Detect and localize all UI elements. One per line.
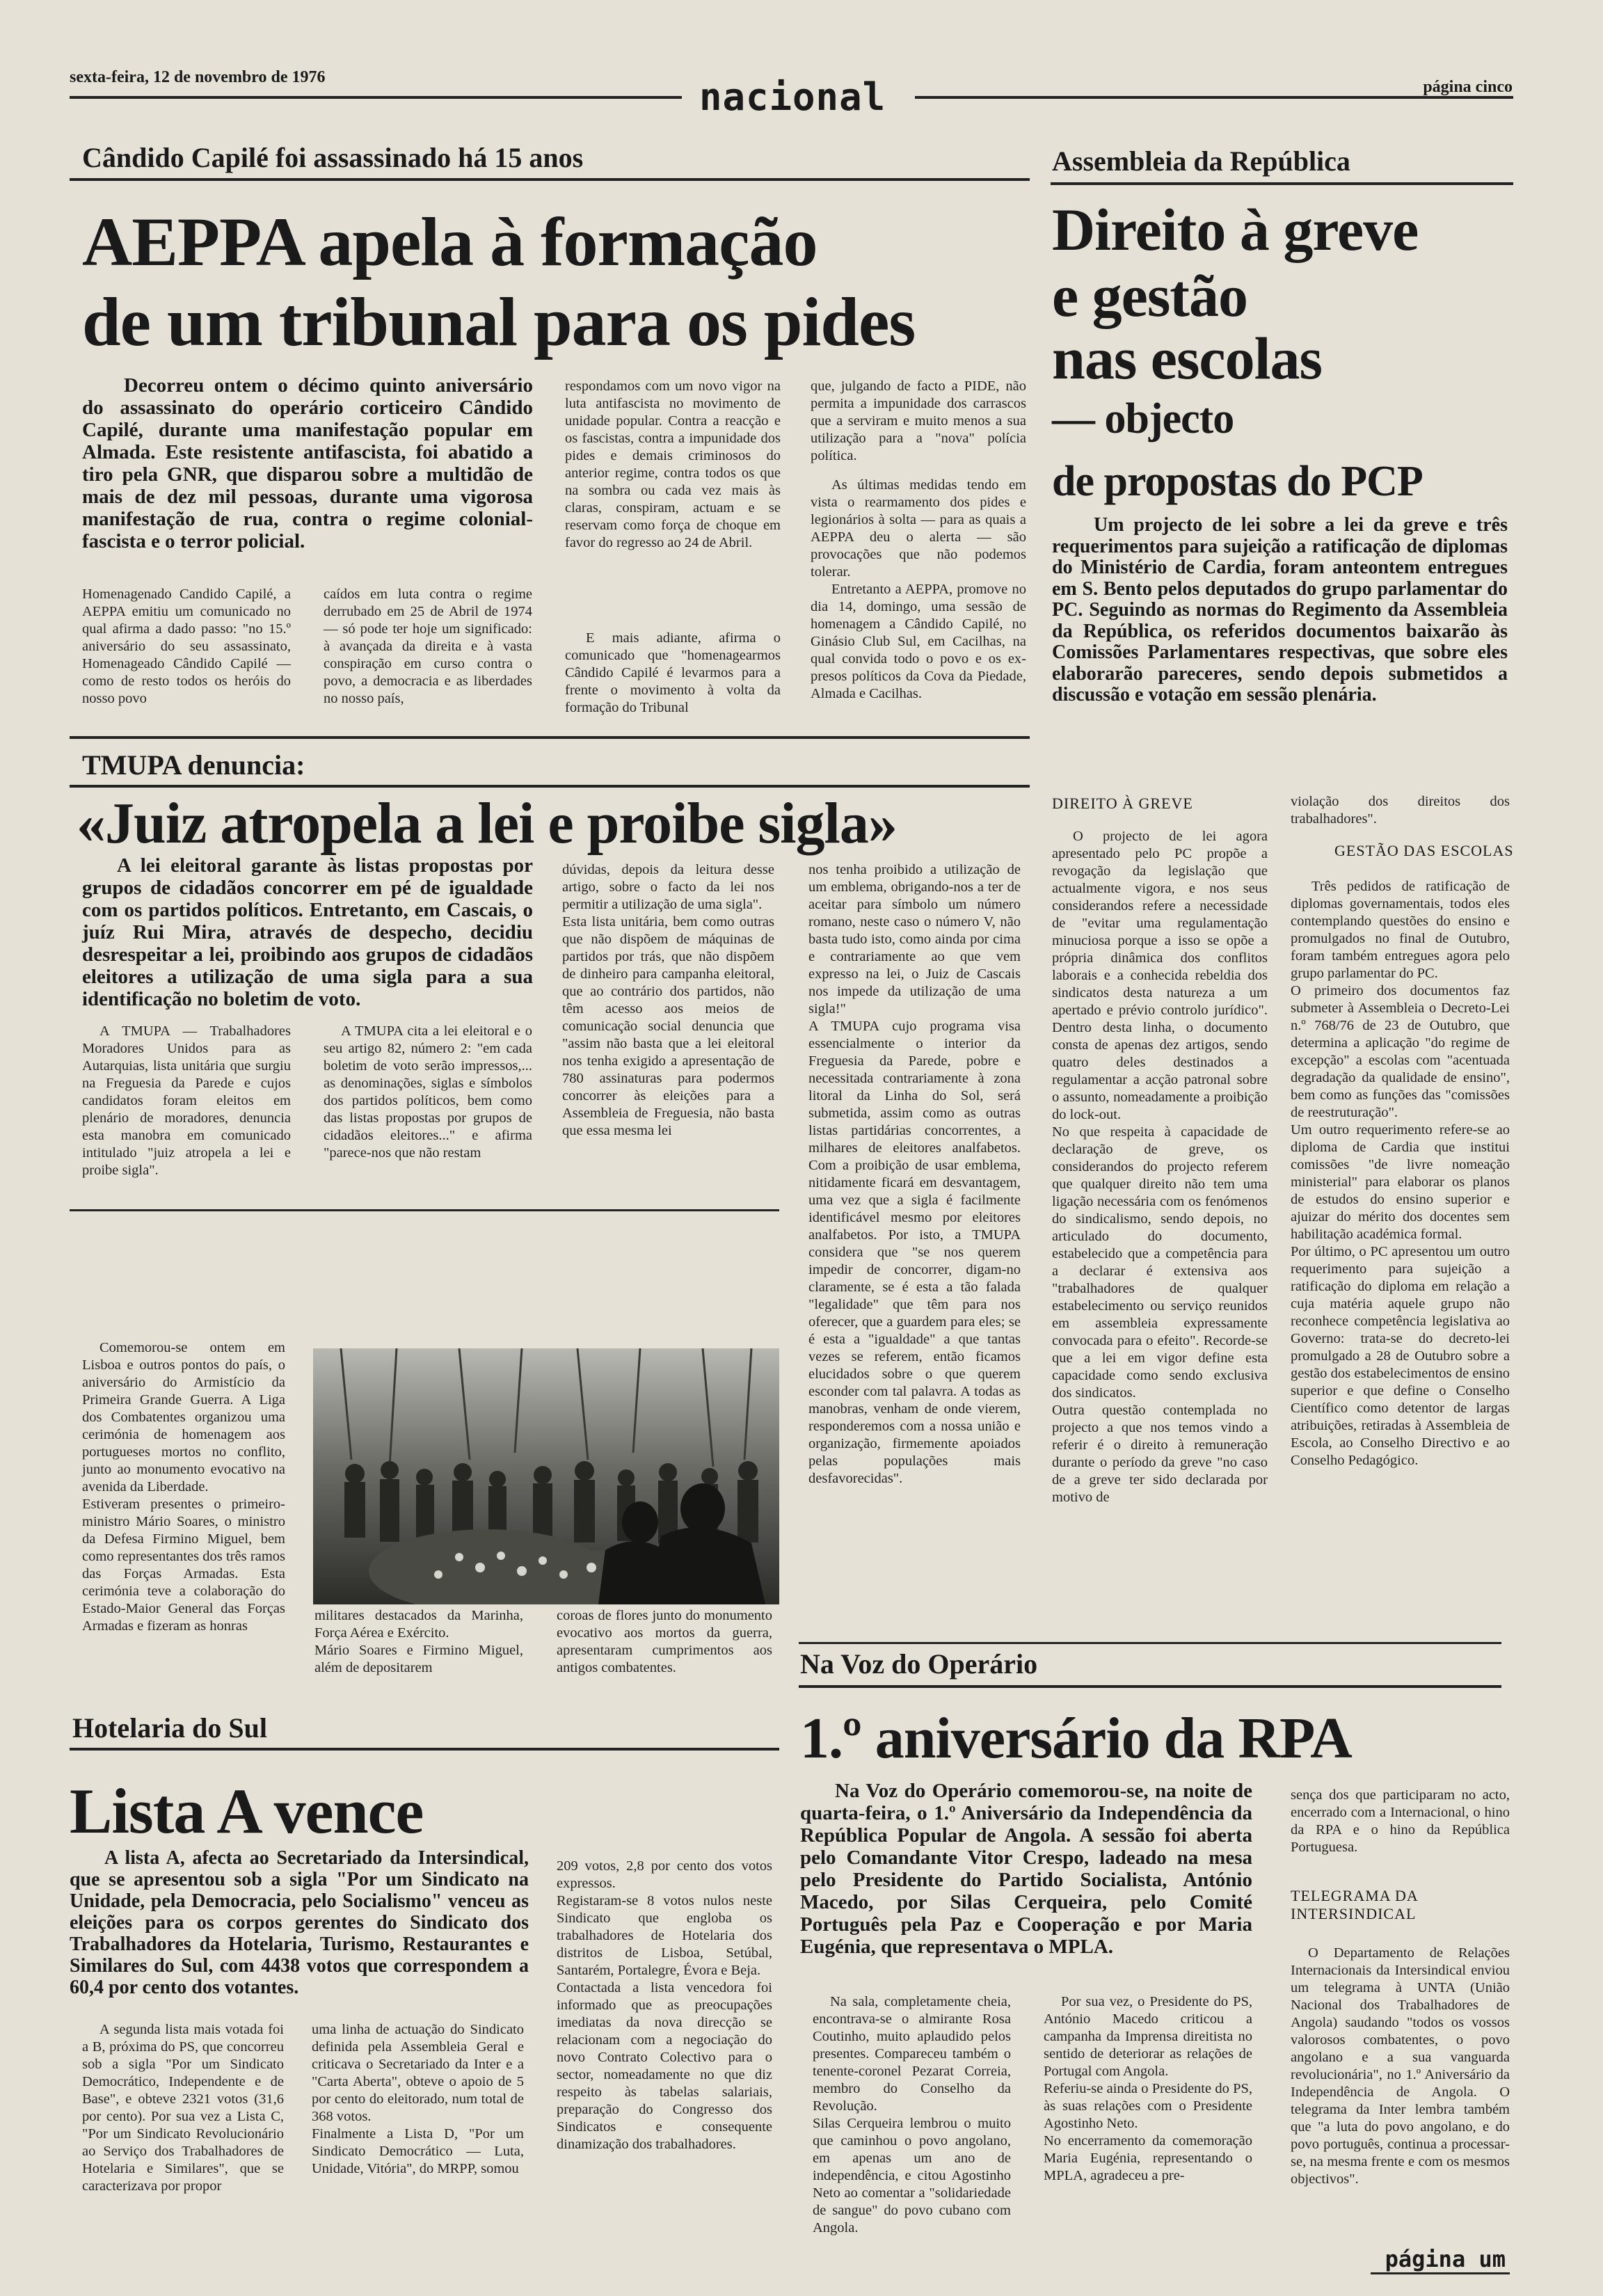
capile-col4a: que, julgando de facto a PIDE, não permita a impunidade dos carrascos que a serviram e muito menos a sua utilização para a "nova" polícia política. xyxy=(811,378,1026,463)
ceremony-photo xyxy=(313,1348,779,1604)
tmupa-kicker: TMUPA denuncia: xyxy=(82,749,305,781)
greve-title-line5: de propostas do PCP xyxy=(1052,458,1423,505)
rpa-col3b: O Departamento de Relações Internacionais da Intersindical enviou um telegrama à UNTA (União Nacional dos Trabalhadores de Angola) saudando "todos os vossos valorosos combatentes, o povo angolano e a sua vanguarda revolucionária", no 1.º Aniversário da Independência de Angola. O telegrama da Inter lembra também que "a luta do povo angolano, e do povo português, continua a processar-se, na mesma frente e com os mesmos objectivos". xyxy=(1291,1945,1510,2187)
hotelaria-kicker-rule xyxy=(70,1748,779,1751)
tmupa-divider xyxy=(70,1209,779,1211)
masthead-page-label: página cinco xyxy=(1423,78,1513,96)
armisticio-col1: Comemorou-se ontem em Lisboa e outros pontos do país, o aniversário do Armistício da Primeira Grande Guerra. A Liga dos Combatentes organizou uma cerimónia de homenagem aos portugueses mortos no conflito, junto ao monumento evocativo na avenida da Liberdade. Estiveram presentes o primeiro-ministro Mário Soares, o ministro da Defesa Firmino Miguel, bem como representantes dos três ramos das Forças Armadas. Esta cerimónia teve a colaboração do Estado-Maior General das Forças Armadas e fizeram as honras xyxy=(82,1340,285,1634)
hotelaria-kicker: Hotelaria do Sul xyxy=(72,1712,268,1744)
capile-lead: Decorreu ontem o décimo quinto aniversário do assassinato do operário corticeiro Cândido Capilé, durante uma manifestação popular em Almada. Este resistente antifascista, foi abatido a tiro pela GNR, que disparou sobre a multidão de mais de dez mil pessoas, durante uma vigorosa manifestação de rua, contra o regime colonial-fascista e o terror policial. xyxy=(82,374,533,552)
capile-col3b: E mais adiante, afirma o comunicado que "homenagearmos Cândido Capilé é levarmos para a frente o movimento à volta da formação do Tribunal xyxy=(565,630,781,715)
capile-title-line2: de um tribunal para os pides xyxy=(82,283,916,360)
rpa-title: 1.º aniversário da RPA xyxy=(800,1706,1352,1771)
hotelaria-col3: 209 votos, 2,8 por cento dos votos expressos. Registaram-se 8 votos nulos neste Sindicato que engloba os trabalhadores de Hotelaria dos distritos de Lisboa, Setúbal, Santarém, Portalegre, Évora e Beja. Contactada a lista vencedora foi informado que as preocupações imediatas da nova direcção se relacionam com a negociação do novo Contrato Colectivo para o sector, nomeadamente no que diz respeito às tabelas salariais, preparação do Congresso dos Sindicatos e consequente dinamização dos trabalhadores. xyxy=(557,1858,772,2152)
greve-sub-escolas: GESTÃO DAS ESCOLAS xyxy=(1334,842,1514,859)
rpa-kicker-rule xyxy=(799,1685,1501,1688)
greve-sub-direito: DIREITO À GREVE xyxy=(1052,795,1193,812)
rpa-col1: Na sala, completamente cheia, encontrava-se o almirante Rosa Coutinho, muito aplaudido pelos presentes. Compareceu também o tenente-coronel Pezarat Correia, membro do Conselho da Revolução. Silas Cerqueira lembrou o muito que caminhou o povo angolano, em apenas um ano de independência, e citou Agostinho Neto ao comentar a "solidariedade de sangue" do povo cubano com Angola. xyxy=(813,1994,1011,2235)
capile-bottom-rule xyxy=(70,736,1030,739)
masthead-date: sexta-feira, 12 de novembro de 1976 xyxy=(70,68,326,86)
rpa-kicker: Na Voz do Operário xyxy=(800,1648,1038,1680)
greve-col2b: Três pedidos de ratificação de diplomas governamentais, todos eles contemplando questões do ensino e promulgados no final de Outubro, foram também entregues agora pelo grupo parlamentar do PC. O primeiro dos documentos faz submeter à Assembleia o Decreto-Lei n.º 768/76 de 23 de Outubro, que determina a aplicação "do regime de excepção" a escolas com "acentuada degradação da qualidade de ensino", bem como as funções das "comissões de reestruturação". Um outro requerimento refere-se ao diploma de Cardia que institui comissões "de livre nomeação ministerial" para elaborar os planos de estudos do ensino superior e ajuizar do mérito dos docentes sem habilitação académica formal. Por último, o PC apresentou um outro requerimento para sujeição a ratificação do diploma em relação a cuja matéria aquele grupo não reconhece competência legislativa ao Governo: trata-se do decreto-lei promulgado a 28 de Outubro sobre a gestão dos estabelecimentos de ensino superior e que define o Conselho Científico como detentor de largas atribuições, retiradas à Assembleia de Escola, ao Conselho Directivo e ao Conselho Pedagógico. xyxy=(1291,879,1510,1468)
footer-rule xyxy=(1371,2272,1510,2274)
greve-kicker: Assembleia da República xyxy=(1052,145,1350,177)
hotelaria-lead: A lista A, afecta ao Secretariado da Intersindical, que se apresentou sob a sigla "Por um Sindicato na Unidade, pela Democracia, pelo Socialismo" venceu as eleições para os corpos gerentes do Sindicato dos Trabalhadores da Hotelaria, Turismo, Restaurantes e Similares do Sul, com 4438 votos que correspondem a 60,4 por cento dos votantes. xyxy=(70,1847,529,1998)
tmupa-lead: A lei eleitoral garante às listas propostas por grupos de cidadãos concorrer em pé de igualdade com os partidos políticos. Entretanto, em Cascais, o juíz Rui Mira, através de despecho, decidiu desrespeitar a lei, proibindo aos grupos de cidadãos eleitores a utilização de uma sigla para a sua identificação no boletim de voto. xyxy=(82,854,533,1010)
masthead-rule-left xyxy=(70,96,682,99)
tmupa-title: «Juiz atropela a lei e proibe sigla» xyxy=(77,791,897,856)
hotelaria-col2: uma linha de actuação do Sindicato definida pela Assembleia Geral e criticava o Secretariado da Inter e a "Carta Aberta", obteve o apoio de 5 por cento do eleitorado, num total de 368 votos. Finalmente a Lista D, "Por um Sindicato Democrático — Luta, Unidade, Vitória", do MRPP, somou xyxy=(312,2022,524,2176)
rpa-col3a: sença dos que participaram no acto, encerrado com a Internacional, o hino da RPA e o hino da República Portuguesa. xyxy=(1291,1787,1510,1855)
tmupa-col2: A TMUPA cita a lei eleitoral e o seu artigo 82, número 2: "em cada boletim de voto serão impressos,... as denominações, siglas e símbolos dos partidos políticos, bem como das listas propostas por grupos de cidadãos eleitores..." e afirma "parece-nos que não restam xyxy=(324,1023,532,1161)
capile-col3a: respondamos com um novo vigor na luta antifascista no movimento de unidade popular. Contra a reacção e os fascistas, contra a impunidade dos pides e demais criminosos do anterior regime, contra todos os que na sombra ou cada vez mais às claras, conspiram, actuam e se reservam como força de choque em favor do regresso ao 24 de Abril. xyxy=(565,378,781,550)
greve-title-line2: e gestão xyxy=(1052,262,1247,329)
greve-title-line4: — objecto xyxy=(1052,395,1234,443)
greve-kicker-rule xyxy=(1051,182,1513,185)
tmupa-kicker-rule xyxy=(70,785,1030,788)
capile-kicker: Cândido Capilé foi assassinado há 15 anos xyxy=(82,142,584,173)
footer-page-label: página um xyxy=(1385,2246,1506,2272)
greve-title-line3: nas escolas xyxy=(1052,325,1322,392)
capile-col1: Homenagenado Candido Capilé, a AEPPA emitiu um comunicado no qual afirma a dado passo: "no 15.º aniversário do seu assassinato, Homenageado Cândido Capilé — como de resto todos os heróis do nosso povo xyxy=(82,587,291,706)
rpa-lead: Na Voz do Operário comemorou-se, na noite de quarta-feira, o 1.º Aniversário da Independência da República Popular de Angola. A sessão foi aberta pelo Comandante Vitor Crespo, ladeado na mesa pelo Presidente do Partido Socialista, António Macedo, por Silas Cerqueira, pelo Comité Português pela Paz e Cooperação e por Maria Eugénia, que representava o MPLA. xyxy=(800,1780,1252,1958)
armisticio-col3: coroas de flores junto do monumento evocativo aos mortos da guerra, apresentaram cumprimentos aos antigos combatentes. xyxy=(557,1608,772,1675)
greve-col1: O projecto de lei agora apresentado pelo PC propõe a revogação da legislação que actualmente vigora, e nos seus considerandos refere a necessidade de "evitar uma regulamentação minuciosa porque a isso se opõe a própria dinâmica dos conflitos laborais e a conhecida rebeldia dos sindicatos desta natureza a um apertado e prévio controlo jurídico". Dentro desta linha, o documento consta de apenas dez artigos, sendo quatro deles destinados a regulamentar a acção patronal sobre o assunto, nomeadamente a proibição do lock-out. No que respeita à capacidade de declaração de greve, os considerandos do projecto referem que qualquer direito não tem uma ligação necessária com os fenómenos do sindicalismo, sendo depois, no articulado do documento, estabelecido que a competência para a declarar é extensiva aos "trabalhadores de qualquer estabelecimento ou serviço reunidos em assembleia expressamente convocada para o efeito". Recorde-se que a lei em vigor define esta capacidade como sendo exclusiva dos sindicatos. Outra questão contemplada no projecto a que nos temos vindo a referir é o direito à remuneração durante o período da greve "no caso de a greve ter sido declarada por motivo de xyxy=(1052,829,1268,1505)
hotelaria-col1: A segunda lista mais votada foi a B, próxima do PS, que concorreu sob a sigla "Por um Sindicato Democrático, Independente e de Base", e obteve 2321 votos (31,6 por cento). Por sua vez a Lista C, "Por um Sindicato Revolucionário ao Serviço dos Trabalhadores de Hotelaria e Similares", que se caracterizava por propor xyxy=(82,2022,284,2194)
capile-col4c: Entretanto a AEPPA, promove no dia 14, domingo, uma sessão de homenagem a Cândido Capilé, no Ginásio Club Sul, em Cacilhas, na qual convida todo o povo e os ex-presos políticos da Cova da Piedade, Almada e Cacilhas. xyxy=(811,582,1026,701)
tmupa-col3: dúvidas, depois da leitura desse artigo, sobre o facto da lei nos permitir a utilização de uma sigla". Esta lista unitária, bem como outras que não dispõem de máquinas de partidos por trás, que não dispõem de dinheiro para campanha eleitoral, que ao contrário dos partidos, não têm acesso aos meios de comunicação social denuncia que "assim não basta que a lei eleitoral nos tenha exigido a apresentação de 780 assinaturas para podermos concorrer às eleições para a Assembleia de Freguesia, não basta que essa mesma lei xyxy=(562,862,774,1138)
greve-title-line1: Direito à greve xyxy=(1052,196,1419,263)
tmupa-col4: nos tenha proibido a utilização de um emblema, obrigando-nos a ter de aceitar para símbolo um número romano, neste caso o número V, não basta tudo isto, como ainda por cima e contrariamente ao que vem expresso na lei, o Juiz de Cascais nos impede da utilização de uma sigla!" A TMUPA cujo programa visa essencialmente o interior da Freguesia da Parede, pobre e necessitada contrariamente à zona litoral da Linha do Sol, será submetida, assim como as outras listas partidárias concorrentes, a milhares de eleitores analfabetos. Com a proibição de usar emblema, nitidamente ficará em desvantagem, uma vez que a sigla é facilmente identificável mesmo por eleitores analfabetos. Por isto, a TMUPA considera que "se nos querem impedir de concorrer, digam-no claramente, se é esta a tão falada "legalidade" que têm para nos oferecer, que a guardem para eles; se é esta a "igualdade" a que tantas vezes se referem, então ficamos elucidados sobre o que querem esconder com tal palavra. A todas as manobras, venham de onde vierem, responderemos com a nossa união e organização, firmemente apoiados pelas populações mais desfavorecidas". xyxy=(808,862,1021,1486)
tmupa-col1: A TMUPA — Trabalhadores Moradores Unidos para as Autarquias, lista unitária que surgiu na Freguesia da Parede e cujos candidatos foram eleitos em plenário de moradores, denuncia esta manobra em comunicado intitulado "juiz atropela a lei e proibe sigla". xyxy=(82,1023,291,1178)
rpa-top-rule xyxy=(799,1642,1501,1644)
armisticio-col2: militares destacados da Marinha, Força Aérea e Exército. Mário Soares e Firmino Miguel, além de depositarem xyxy=(314,1608,523,1675)
masthead-section: nacional xyxy=(699,75,886,119)
capile-col4b: As últimas medidas tendo em vista o rearmamento dos pides e legionários à solta — para as quais a AEPPA deu o alerta — são provocações que não podemos tolerar. xyxy=(811,477,1026,580)
greve-col2a: violação dos direitos dos trabalhadores". xyxy=(1291,794,1510,827)
hotelaria-title: Lista A vence xyxy=(70,1776,424,1847)
rpa-sub-telegrama: TELEGRAMA DA INTERSINDICAL xyxy=(1291,1887,1418,1922)
rpa-col2: Por sua vez, o Presidente do PS, António Macedo criticou a campanha da Imprensa direitista no sentido de deteriorar as relações de Portugal com Angola. Referiu-se ainda o Presidente do PS, às suas relações com o Presidente Agostinho Neto. No encerramento da comemoração Maria Eugénia, representando o MPLA, agradeceu a pre- xyxy=(1044,1994,1252,2183)
capile-kicker-rule xyxy=(70,178,1030,181)
greve-lead: Um projecto de lei sobre a lei da greve e três requerimentos para sujeição a ratificação de diplomas do Ministério de Cardia, foram anteontem entregues em S. Bento pelos deputados do grupo parlamentar do PC. Seguindo as normas do Regimento da Assembleia da República, os referidos documentos baixarão às Comissões Parlamentares respectivas, que sobre eles elaborarão pareceres, sendo depois submetidos a discussão e votação em sessão plenária. xyxy=(1052,514,1508,705)
capile-title-line1: AEPPA apela à formação xyxy=(82,203,818,280)
capile-col2: caídos em luta contra o regime derrubado em 25 de Abril de 1974 — só pode ter hoje um significado: à avançada da direita e à vasta conspiração em curso contra o povo, a democracia e as liberdades no nosso país, xyxy=(324,587,532,706)
